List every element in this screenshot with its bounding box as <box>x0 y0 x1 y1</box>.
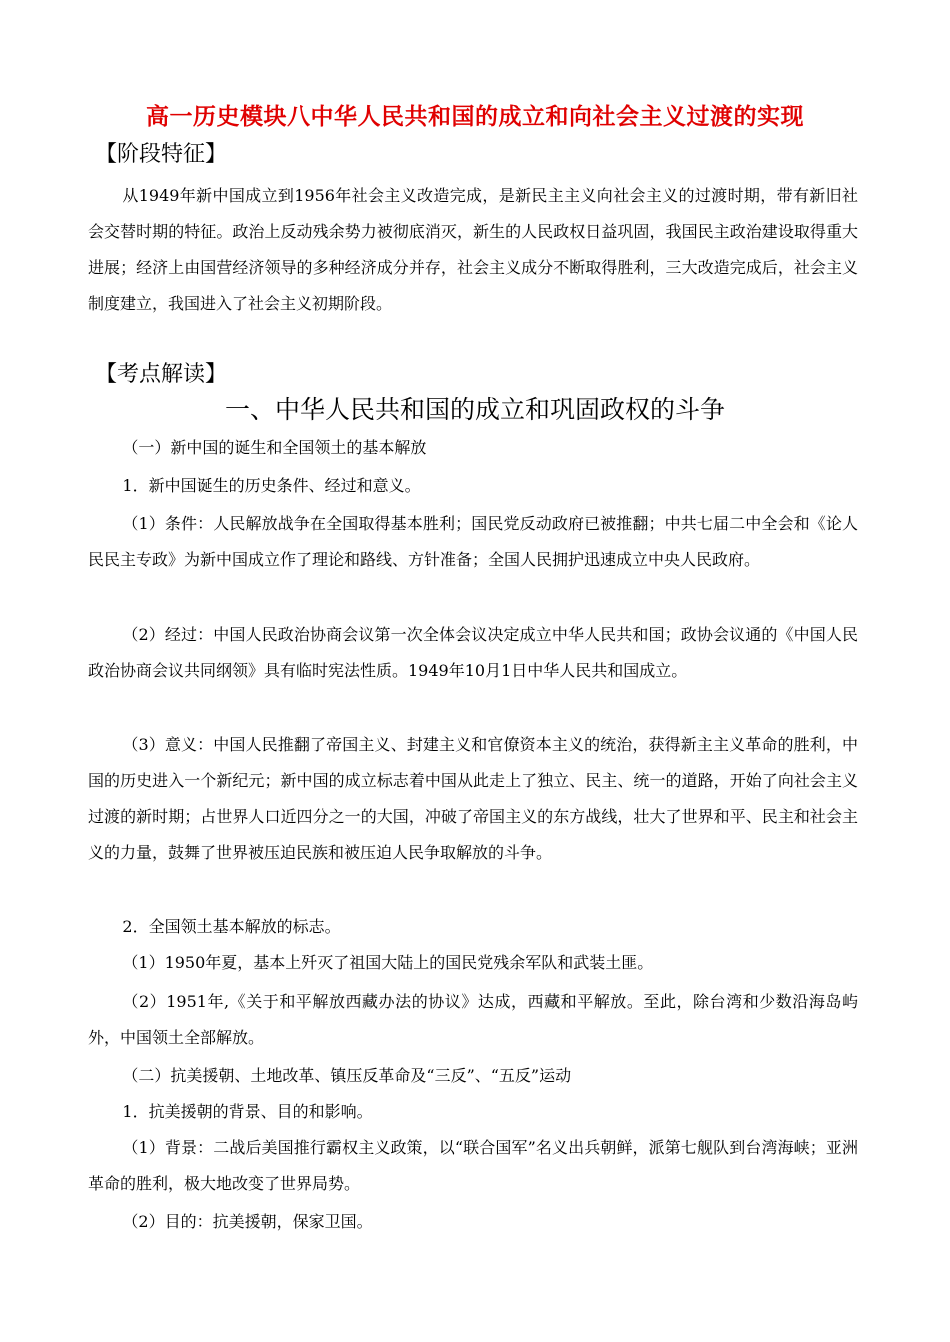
list-item: （1）背景：二战后美国推行霸权主义政策，以“联合国军”名义出兵朝鲜，派第七舰队到台湾海峡；亚洲革命的胜利，极大地改变了世界局势。 <box>88 1138 858 1193</box>
list-item: 1．新中国诞生的历史条件、经过和意义。 <box>122 476 421 495</box>
list-item: （2）1951年,《关于和平解放西藏办法的协议》达成，西藏和平解放。至此，除台湾和少数沿海岛屿外，中国领土全部解放。 <box>88 992 858 1047</box>
stage-heading: 【阶段特征】 <box>95 142 228 167</box>
document-title: 高一历史模块八中华人民共和国的成立和向社会主义过渡的实现 <box>146 103 804 130</box>
list-item: （2）经过：中国人民政治协商会议第一次全体会议决定成立中华人民共和国；政协会议通的《中国人民政治协商会议共同纲领》具有临时宪法性质。1949年10月1日中华人民共和国成立。 <box>88 625 858 680</box>
list-item: （1）1950年夏，基本上歼灭了祖国大陆上的国民党残余军队和武装土匪。 <box>122 953 654 972</box>
stage-paragraph: 从1949年新中国成立到1956年社会主义改造完成，是新民主主义向社会主义的过渡时期，带有新旧社会交替时期的特征。政治上反动残余势力被彻底消灭，新生的人民政权日益巩固，我国民主政治建设取得重大进展；经济上由国营经济领导的多种经济成分并存，社会主义成分不断取得胜利，三大改造完成后，社会主义制度建立，我国进入了社会主义初期阶段。 <box>88 186 858 313</box>
list-item: （1）条件：人民解放战争在全国取得基本胜利；国民党反动政府已被推翻；中共七届二中全会和《论人民民主专政》为新中国成立作了理论和路线、方针准备；全国人民拥护迅速成立中央人民政府。 <box>88 514 858 569</box>
list-item: 1．抗美援朝的背景、目的和影响。 <box>122 1102 373 1121</box>
list-item: 2．全国领土基本解放的标志。 <box>122 917 341 936</box>
chapter-title: 一、中华人民共和国的成立和巩固政权的斗争 <box>224 395 725 424</box>
subsection-heading: （二）抗美援朝、土地改革、镇压反革命及“三反”、“五反”运动 <box>122 1066 572 1085</box>
list-item: （2）目的：抗美援朝，保家卫国。 <box>122 1212 373 1231</box>
points-heading: 【考点解读】 <box>95 362 228 387</box>
list-item: （3）意义：中国人民推翻了帝国主义、封建主义和官僚资本主义的统治，获得新主主义革命的胜利，中国的历史进入一个新纪元；新中国的成立标志着中国从此走上了独立、民主、统一的道路，开始了向社会主义过渡的新时期；占世界人口近四分之一的大国，冲破了帝国主义的东方战线，壮大了世界和平、民主和社会主义的力量，鼓舞了世界被压迫民族和被压迫人民争取解放的斗争。 <box>88 735 858 862</box>
subsection-heading: （一）新中国的诞生和全国领土的基本解放 <box>122 438 427 457</box>
